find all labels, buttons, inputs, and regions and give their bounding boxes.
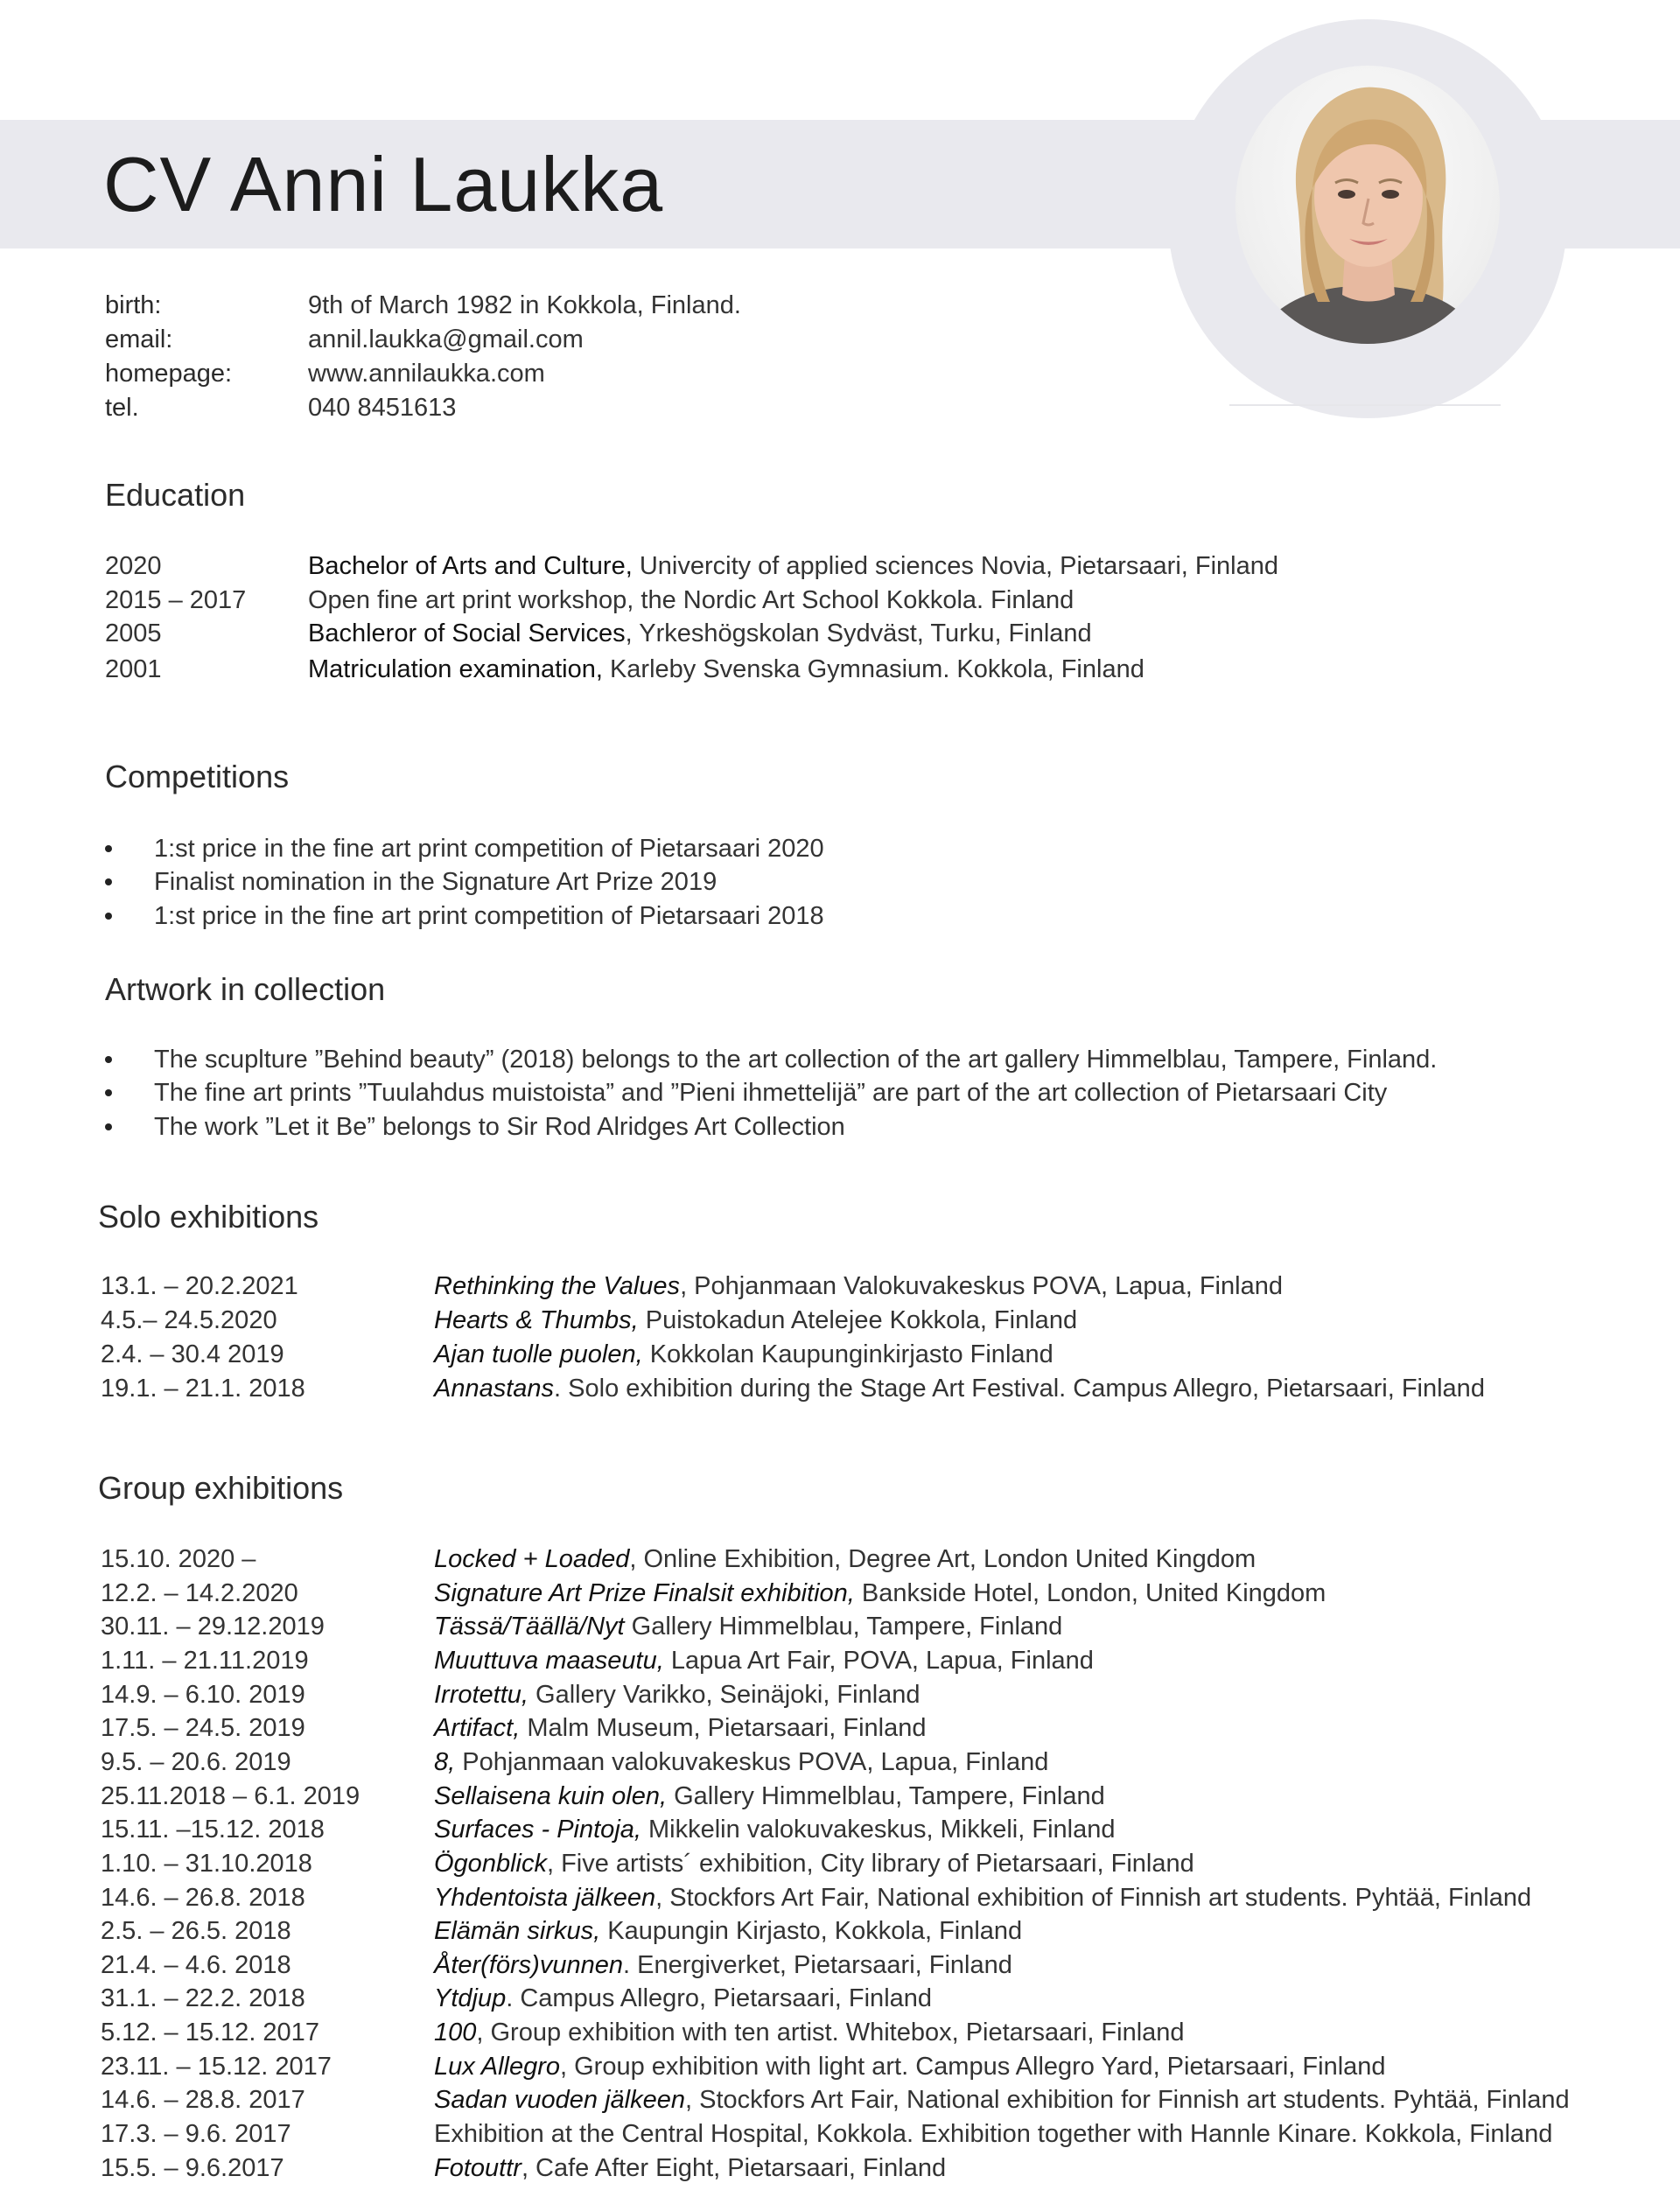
exhibition-desc: [434, 1644, 1094, 1677]
exhibition-date: 9.5. – 20.6. 2019: [101, 1748, 291, 1776]
table-row: [0, 1847, 1680, 1880]
exhibition-venue: Gallery Himmelblau, Tampere, Finland: [667, 1782, 1105, 1810]
exhibition-date: 31.1. – 22.2. 2018: [101, 1984, 305, 2012]
exhibition-date: 5.12. – 15.12. 2017: [101, 2019, 319, 2047]
exhibition-desc: [434, 1881, 1531, 1914]
exhibition-title: Sellaisena kuin olen,: [434, 1782, 668, 1810]
education-row: [0, 549, 1680, 583]
table-row: [0, 1780, 1680, 1813]
exhibition-date: 21.4. – 4.6. 2018: [101, 1951, 291, 1979]
exhibition-title: Tässä/Täällä/Nyt: [434, 1613, 625, 1641]
education-heading: Education: [105, 477, 246, 513]
table-row: [0, 2152, 1680, 2185]
table-row: [0, 1543, 1680, 1576]
exhibition-title: Locked + Loaded: [434, 1545, 630, 1573]
education-detail: Univercity of applied sciences Novia, Pietarsaari, Finland: [632, 552, 1278, 580]
exhibition-date: 14.6. – 28.8. 2017: [101, 2086, 305, 2114]
education-detail: Open fine art print workshop, the Nordic Art School Kokkola. Finland: [308, 586, 1074, 614]
exhibition-title: Ajan tuolle puolen,: [434, 1340, 643, 1368]
exhibition-desc: [434, 2050, 1386, 2083]
exhibition-title: 8,: [434, 1748, 456, 1776]
table-row: [0, 1270, 1680, 1303]
collection-text: The work ”Let it Be” belongs to Sir Rod Alridges Art Collection: [154, 1113, 845, 1141]
education-year: 2020: [105, 552, 162, 580]
bullet-icon: [105, 878, 112, 885]
exhibition-title: Lux Allegro: [434, 2053, 561, 2081]
exhibition-title: Surfaces - Pintoja,: [434, 1816, 641, 1844]
portrait-illustration: [1236, 66, 1500, 344]
exhibition-date: 25.11.2018 – 6.1. 2019: [101, 1782, 360, 1810]
exhibition-desc: [434, 1543, 1256, 1576]
exhibition-desc: [434, 1304, 1077, 1337]
exhibition-date: 14.6. – 26.8. 2018: [101, 1884, 305, 1912]
exhibition-title: Muuttuva maaseutu,: [434, 1647, 664, 1675]
exhibition-venue: Bankside Hotel, London, United Kingdom: [854, 1579, 1326, 1607]
email-label: email:: [105, 325, 173, 353]
competitions-heading: Competitions: [105, 759, 290, 794]
exhibition-title: Fotouttr: [434, 2154, 522, 2182]
table-row: [0, 1813, 1680, 1846]
exhibition-date: 15.5. – 9.6.2017: [101, 2154, 284, 2182]
education-desc: [308, 584, 1074, 617]
homepage-label: homepage:: [105, 360, 233, 388]
exhibition-title: Elämän sirkus,: [434, 1917, 601, 1945]
table-row: [0, 1711, 1680, 1745]
competition-text: Finalist nomination in the Signature Art Prize 2019: [154, 868, 718, 896]
education-degree: Bachelor of Arts and Culture,: [308, 552, 633, 580]
exhibition-venue: Pohjanmaan valokuvakeskus POVA, Lapua, Finland: [455, 1748, 1049, 1776]
bullet-icon: [105, 1056, 112, 1063]
exhibition-desc: [434, 1949, 1012, 1982]
table-row: [0, 1338, 1680, 1371]
exhibition-venue: Exhibition at the Central Hospital, Kokkola. Exhibition together with Hannle Kinare. Kokkola, Finland: [434, 2120, 1553, 2148]
exhibition-desc: [434, 1338, 1054, 1371]
exhibition-desc: [434, 1813, 1115, 1846]
exhibition-desc: [434, 1847, 1194, 1880]
table-row: [0, 1949, 1680, 1982]
exhibition-venue: , Pohjanmaan Valokuvakeskus POVA, Lapua, Finland: [680, 1272, 1283, 1300]
exhibition-desc: [434, 1982, 932, 2015]
exhibition-desc: [434, 1610, 1062, 1643]
exhibition-venue: , Online Exhibition, Degree Art, London United Kingdom: [629, 1545, 1256, 1573]
education-row: [0, 617, 1680, 650]
table-row: [0, 2083, 1680, 2117]
exhibition-title: Annastans: [434, 1375, 555, 1403]
exhibition-venue: , Group exhibition with light art. Campus Allegro Yard, Pietarsaari, Finland: [560, 2053, 1386, 2081]
exhibition-venue: Kaupungin Kirjasto, Kokkola, Finland: [600, 1917, 1023, 1945]
list-item: [0, 899, 1680, 933]
exhibition-desc: [434, 1577, 1326, 1610]
exhibition-desc: [434, 1270, 1283, 1303]
exhibition-date: 15.10. 2020 –: [101, 1545, 256, 1573]
collection-heading: Artwork in collection: [105, 971, 386, 1007]
table-row: [0, 1914, 1680, 1948]
homepage-value[interactable]: www.annilaukka.com: [308, 360, 545, 388]
collection-text: The scuplture ”Behind beauty” (2018) belongs to the art collection of the art gallery Himmelblau, Tampere, Finland.: [154, 1046, 1438, 1074]
exhibition-desc: [434, 1678, 920, 1711]
exhibition-title: Hearts & Thumbs,: [434, 1306, 639, 1334]
exhibition-venue: Malm Museum, Pietarsaari, Finland: [520, 1714, 927, 1742]
collection-text: The fine art prints ”Tuulahdus muistoista” and ”Pieni ihmettelijä” are part of the art collection of Pietarsaari City: [154, 1079, 1388, 1107]
exhibition-title: Signature Art Prize Finalsit exhibition,: [434, 1579, 855, 1607]
exhibition-desc: [434, 1780, 1105, 1813]
exhibition-title: Ögonblick: [434, 1850, 547, 1878]
education-year: 2001: [105, 655, 162, 683]
exhibition-venue: Mikkelin valokuvakeskus, Mikkeli, Finland: [640, 1816, 1116, 1844]
exhibition-date: 13.1. – 20.2.2021: [101, 1272, 298, 1300]
list-item: [0, 1076, 1680, 1109]
list-item: [0, 832, 1680, 865]
email-value[interactable]: annil.laukka@gmail.com: [308, 325, 584, 353]
exhibition-date: 2.5. – 26.5. 2018: [101, 1917, 291, 1945]
exhibition-venue: . Campus Allegro, Pietarsaari, Finland: [506, 1984, 933, 2012]
exhibition-venue: . Energiverket, Pietarsaari, Finland: [623, 1951, 1012, 1979]
education-year: 2005: [105, 619, 162, 647]
exhibition-desc: [434, 1711, 926, 1745]
exhibition-title: Yhdentoista jälkeen: [434, 1884, 656, 1912]
education-desc: [308, 549, 1278, 583]
exhibition-venue: Gallery Varikko, Seinäjoki, Finland: [528, 1681, 920, 1709]
exhibition-title: Artifact,: [434, 1714, 521, 1742]
exhibition-desc: [434, 1372, 1485, 1405]
exhibition-date: 1.11. – 21.11.2019: [101, 1647, 309, 1675]
table-row: [0, 2117, 1680, 2151]
exhibition-venue: , Stockfors Art Fair, National exhibition for Finnish art students. Pyhtää, Finland: [685, 2086, 1570, 2114]
table-row: [0, 1372, 1680, 1405]
education-degree: Bachleror of Social Services: [308, 619, 626, 647]
exhibition-venue: Lapua Art Fair, POVA, Lapua, Finland: [663, 1647, 1094, 1675]
exhibition-date: 19.1. – 21.1. 2018: [101, 1375, 305, 1403]
exhibition-desc: [434, 2117, 1552, 2151]
exhibition-desc: [434, 1746, 1048, 1779]
exhibition-venue: , Five artists´ exhibition, City library of Pietarsaari, Finland: [546, 1850, 1194, 1878]
table-row: [0, 2016, 1680, 2049]
exhibition-date: 12.2. – 14.2.2020: [101, 1579, 298, 1607]
list-item: [0, 1043, 1680, 1076]
exhibition-desc: [434, 2083, 1570, 2117]
profile-photo: [1236, 66, 1500, 344]
table-row: [0, 1577, 1680, 1610]
bullet-icon: [105, 1123, 112, 1130]
table-row: [0, 1644, 1680, 1677]
exhibition-title: Sadan vuoden jälkeen: [434, 2086, 686, 2114]
birth-label: birth:: [105, 291, 162, 319]
competition-text: 1:st price in the fine art print competition of Pietarsaari 2020: [154, 835, 824, 863]
exhibition-title: Rethinking the Values: [434, 1272, 681, 1300]
table-row: [0, 1982, 1680, 2015]
education-degree: Matriculation examination,: [308, 655, 603, 683]
exhibition-date: 15.11. –15.12. 2018: [101, 1816, 325, 1844]
education-detail: Karleby Svenska Gymnasium. Kokkola, Finland: [602, 655, 1144, 683]
table-row: [0, 1746, 1680, 1779]
bullet-icon: [105, 1089, 112, 1096]
exhibition-venue: Kokkolan Kaupunginkirjasto Finland: [642, 1340, 1054, 1368]
exhibition-venue: . Solo exhibition during the Stage Art Festival. Campus Allegro, Pietarsaari, Finland: [554, 1375, 1485, 1403]
education-desc: [308, 617, 1092, 650]
exhibition-venue: , Group exhibition with ten artist. Whitebox, Pietarsaari, Finland: [476, 2019, 1185, 2047]
exhibition-title: 100: [434, 2019, 477, 2047]
list-item: [0, 1110, 1680, 1144]
table-row: [0, 1610, 1680, 1643]
exhibition-date: 14.9. – 6.10. 2019: [101, 1681, 305, 1709]
list-item: [0, 865, 1680, 899]
exhibition-desc: [434, 1914, 1022, 1948]
bullet-icon: [105, 913, 112, 920]
exhibition-date: 4.5.– 24.5.2020: [101, 1306, 277, 1334]
education-detail: , Yrkeshögskolan Sydväst, Turku, Finland: [625, 619, 1092, 647]
exhibition-date: 30.11. – 29.12.2019: [101, 1613, 325, 1641]
exhibition-venue: Gallery Himmelblau, Tampere, Finland: [624, 1613, 1063, 1641]
tel-value: 040 8451613: [308, 394, 457, 422]
exhibition-venue: Puistokadun Atelejee Kokkola, Finland: [638, 1306, 1078, 1334]
table-row: [0, 1881, 1680, 1914]
exhibition-title: Åter(förs)vunnen: [434, 1951, 623, 1979]
photo-underline: [1229, 404, 1501, 406]
bullet-icon: [105, 845, 112, 852]
table-row: [0, 2050, 1680, 2083]
table-row: [0, 1678, 1680, 1711]
exhibition-title: Ytdjup: [434, 1984, 507, 2012]
education-row: [0, 653, 1680, 686]
exhibition-venue: , Cafe After Eight, Pietarsaari, Finland: [521, 2154, 947, 2182]
exhibition-date: 17.3. – 9.6. 2017: [101, 2120, 291, 2148]
exhibition-title: Irrotettu,: [434, 1681, 528, 1709]
education-year: 2015 – 2017: [105, 586, 247, 614]
table-row: [0, 1304, 1680, 1337]
group-heading: Group exhibitions: [98, 1470, 344, 1506]
tel-label: tel.: [105, 394, 139, 422]
exhibition-date: 17.5. – 24.5. 2019: [101, 1714, 305, 1742]
exhibition-desc: [434, 2016, 1185, 2049]
exhibition-date: 2.4. – 30.4 2019: [101, 1340, 284, 1368]
solo-heading: Solo exhibitions: [98, 1199, 319, 1235]
exhibition-date: 23.11. – 15.12. 2017: [101, 2053, 332, 2081]
page-title: CV Anni Laukka: [103, 141, 664, 227]
exhibition-desc: [434, 2152, 946, 2185]
competition-text: 1:st price in the fine art print competition of Pietarsaari 2018: [154, 902, 824, 930]
birth-value: 9th of March 1982 in Kokkola, Finland.: [308, 291, 741, 319]
exhibition-date: 1.10. – 31.10.2018: [101, 1850, 312, 1878]
education-row: [0, 584, 1680, 617]
education-desc: [308, 653, 1144, 686]
exhibition-venue: , Stockfors Art Fair, National exhibition of Finnish art students. Pyhtää, Finland: [655, 1884, 1532, 1912]
